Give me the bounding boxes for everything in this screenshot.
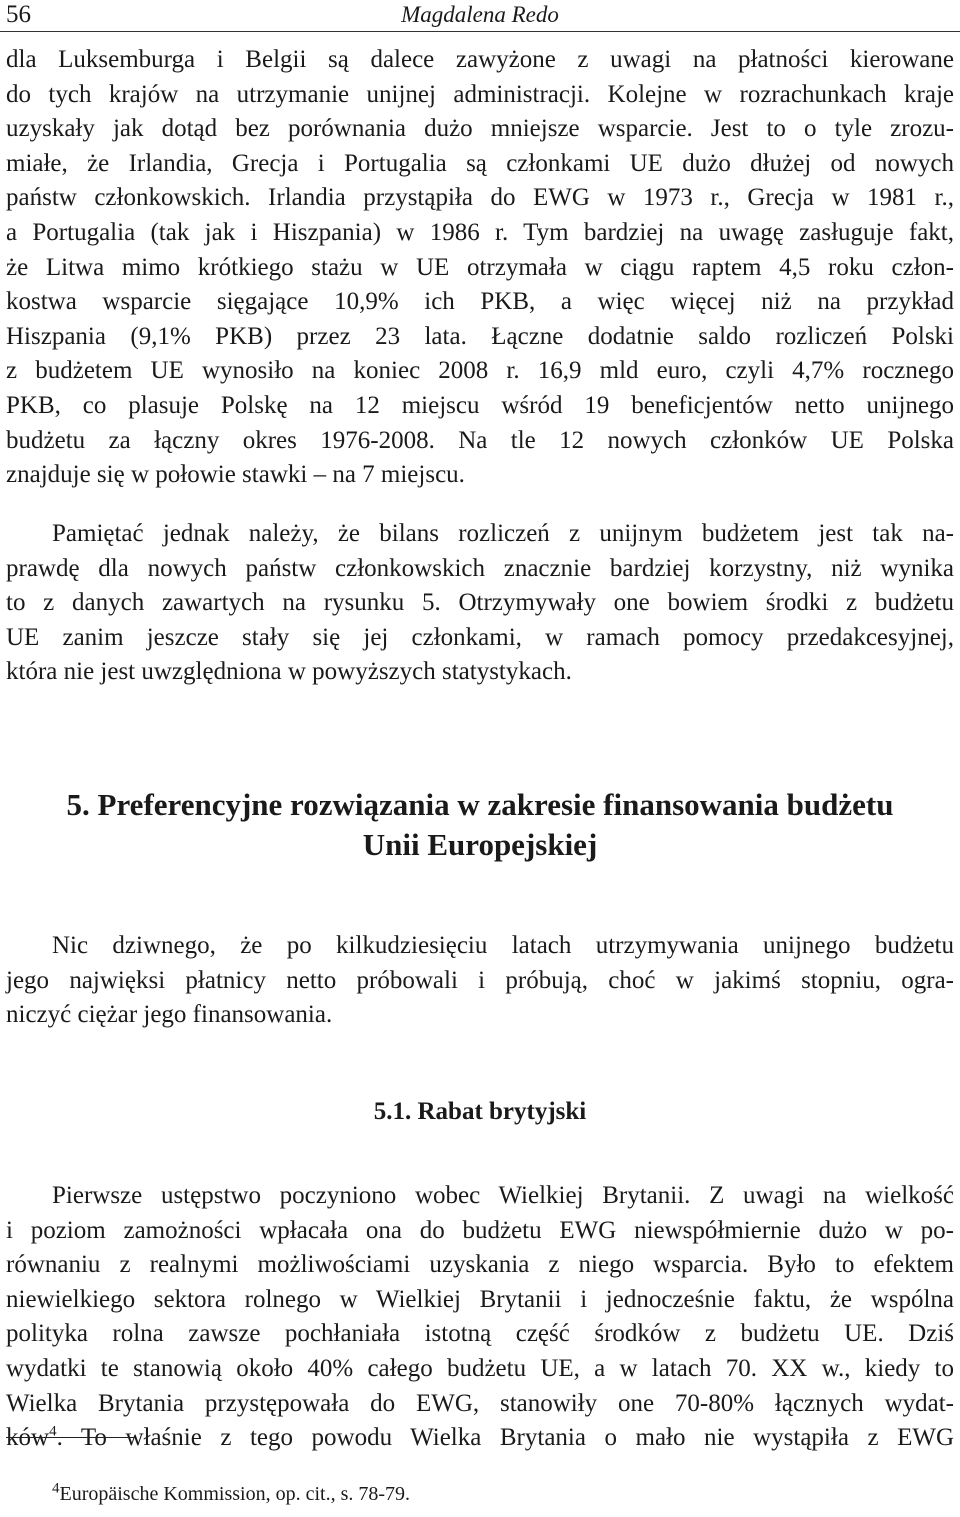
text-line: UE zanim jeszcze stały się jej członkami, w ramach pomocy przedakcesyjnej, xyxy=(6,623,954,651)
text-line: że Litwa mimo krótkiego stażu w UE otrzymała w ciągu raptem 4,5 roku człon- xyxy=(6,253,954,281)
text-line: równaniu z realnymi możliwościami uzyskania z niego wsparcia. Było to efektem xyxy=(6,1251,954,1279)
footnote xyxy=(52,1482,410,1506)
text-line: Pamiętać jednak należy, że bilans rozliczeń z unijnym budżetem jest tak na- xyxy=(52,520,954,547)
text-line: do tych krajów na utrzymanie unijnej administracji. Kolejne w rozrachunkach kraje xyxy=(6,80,954,108)
section-heading-line-2: Unii Europejskiej xyxy=(362,827,598,862)
text-line: niewielkiego sektora rolnego w Wielkiej Brytanii i jednocześnie faktu, że wspólna xyxy=(6,1285,954,1313)
text-line: dla Luksemburga i Belgii są dalece zawyżone z uwagi na płatności kierowane xyxy=(6,46,954,73)
footnote-rule xyxy=(6,1437,134,1438)
text-line: polityka rolna zawsze pochłaniała istotną część środków z budżetu UE. Dziś xyxy=(6,1320,954,1348)
text-line: z budżetem UE wynosiło na koniec 2008 r. 16,9 mld euro, czyli 4,7% rocznego xyxy=(6,357,954,385)
paragraph-2 xyxy=(6,517,954,690)
text-line: Pierwsze ustępstwo poczyniono wobec Wielkiej Brytanii. Z uwagi na wielkość xyxy=(52,1182,954,1209)
text-line: to z danych zawartych na rysunku 5. Otrzymywały one bowiem środki z budżetu xyxy=(6,589,954,617)
footnote-number: 4 xyxy=(52,1480,60,1497)
footnote-reference[interactable]: 4 xyxy=(49,1423,57,1440)
text-line: niczyć ciężar jego finansowania. xyxy=(6,1001,333,1029)
text-line: jego najwięksi płatnicy netto próbowali i próbują, choć w jakimś stopniu, ogra- xyxy=(6,966,954,994)
text-fragment: . To właśnie z tego powodu Wielka Brytania o mało nie wystąpiła z EWG xyxy=(56,1424,954,1452)
text-line: prawdę dla nowych państw członkowskich znacznie bardziej korzystny, niż wynika xyxy=(6,554,954,582)
paragraph-1 xyxy=(6,43,954,493)
paragraph-4 xyxy=(6,1179,954,1456)
footnote-text: Europäische Kommission, op. cit., s. 78-79. xyxy=(59,1483,411,1505)
text-line: budżetu za łączny okres 1976-2008. Na tle 12 nowych członków UE Polska xyxy=(6,426,954,454)
page-header xyxy=(0,0,960,34)
text-line: wydatki te stanowią około 40% całego budżetu UE, a w latach 70. XX w., kiedy to xyxy=(6,1354,954,1382)
text-line: Wielka Brytania przystępowała do EWG, stanowiły one 70-80% łącznych wydat- xyxy=(6,1389,954,1417)
running-head-author: Magdalena Redo xyxy=(401,2,559,27)
paragraph-3 xyxy=(6,929,954,1033)
section-heading-line-1: 5. Preferencyjne rozwiązania w zakresie finansowania budżetu xyxy=(66,787,894,822)
text-line: kostwa wsparcie sięgające 10,9% ich PKB, a więc więcej niż na przykład xyxy=(6,288,954,316)
text-line: Nic dziwnego, że po kilkudziesięciu latach utrzymywania unijnego budżetu xyxy=(52,932,954,959)
header-rule xyxy=(0,31,960,32)
text-line: i poziom zamożności wpłacała ona do budżetu EWG niewspółmiernie dużo w po- xyxy=(6,1216,954,1244)
subsection-heading: 5.1. Rabat brytyjski xyxy=(373,1098,587,1125)
text-line: a Portugalia (tak jak i Hiszpania) w 1986 r. Tym bardziej na uwagę zasługuje fakt, xyxy=(6,218,954,246)
text-line: miałe, że Irlandia, Grecja i Portugalia są członkami UE dużo dłużej od nowych xyxy=(6,149,954,177)
text-line: PKB, co plasuje Polskę na 12 miejscu wśród 19 beneficjentów netto unijnego xyxy=(6,391,954,419)
text-line: państw członkowskich. Irlandia przystąpiła do EWG w 1973 r., Grecja w 1981 r., xyxy=(6,184,954,212)
text-line: uzyskały jak dotąd bez porównania dużo mniejsze wsparcie. Jest to o tyle zrozu- xyxy=(6,115,954,143)
section-heading xyxy=(0,785,960,865)
text-fragment: ków xyxy=(6,1424,50,1452)
text-line: Hiszpania (9,1% PKB) przez 23 lata. Łączne dodatnie saldo rozliczeń Polski xyxy=(6,322,954,350)
text-line-with-footnote-ref xyxy=(6,1421,954,1456)
page-number: 56 xyxy=(6,1,31,28)
text-line: która nie jest uwzględniona w powyższych statystykach. xyxy=(6,658,572,686)
text-line: znajduje się w połowie stawki – na 7 miejscu. xyxy=(6,461,465,489)
